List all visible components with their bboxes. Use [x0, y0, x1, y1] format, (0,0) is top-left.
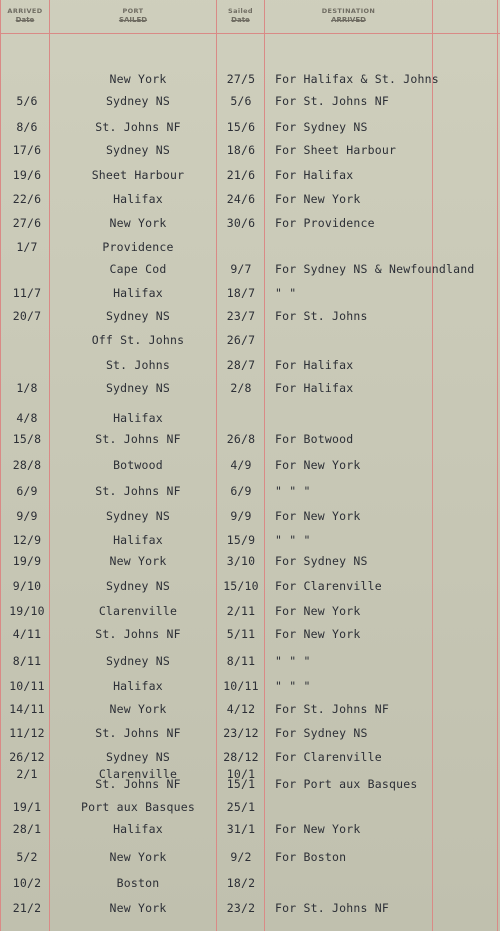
sailed-cell: 6/9 [230, 484, 252, 498]
destination-cell: For Clarenville [275, 750, 382, 764]
port-cell: Halifax [113, 286, 163, 300]
destination-cell: For Port aux Basques [275, 777, 418, 791]
port-cell: St. Johns NF [95, 120, 181, 134]
port-cell: Sydney NS [105, 750, 171, 764]
arrived-cell: 10/11 [9, 679, 45, 693]
destination-cell: " " " [275, 654, 311, 668]
destination-cell: " " " [275, 533, 311, 547]
sailed-cell: 9/2 [230, 850, 252, 864]
arrived-cell: 1/8 [16, 381, 38, 395]
port-cell: Halifax [113, 679, 163, 693]
port-cell: Boston [116, 876, 160, 890]
destination-cell: For Halifax [275, 358, 354, 372]
port-cell: St. Johns [105, 358, 171, 372]
port-cell: New York [109, 216, 167, 230]
port-cell: Off St. Johns [91, 333, 185, 347]
arrived-cell: 9/9 [16, 509, 38, 523]
sailed-cell: 2/11 [226, 604, 256, 618]
column-rule [216, 0, 217, 931]
arrived-cell: 27/6 [12, 216, 42, 230]
destination-cell: For St. Johns NF [275, 94, 389, 108]
arrived-cell: 6/9 [16, 484, 38, 498]
arrived-cell: 22/6 [12, 192, 42, 206]
sailed-cell: 4/9 [230, 458, 252, 472]
arrived-cell: 11/7 [12, 286, 42, 300]
sailed-cell: 2/8 [230, 381, 252, 395]
sailed-cell: 10/11 [223, 679, 259, 693]
port-cell: Port aux Basques [81, 800, 195, 814]
destination-cell: For St. Johns [275, 309, 368, 323]
destination-cell: " " " [275, 679, 311, 693]
port-cell: Sheet Harbour [91, 168, 185, 182]
sailed-cell: 21/6 [226, 168, 256, 182]
destination-cell: For Sydney NS [275, 120, 368, 134]
sailed-subheader: Date [231, 16, 250, 24]
port-cell: Sydney NS [105, 381, 171, 395]
column-rule [0, 0, 1, 931]
sailed-cell: 28/7 [226, 358, 256, 372]
port-cell: St. Johns NF [95, 726, 181, 740]
sailed-cell: 15/6 [226, 120, 256, 134]
arrived-cell: 8/6 [16, 120, 38, 134]
arrived-cell: 9/10 [12, 579, 42, 593]
sailed-cell: 10/1 [226, 767, 256, 781]
arrived-cell: 12/9 [12, 533, 42, 547]
destination-cell: For New York [275, 604, 361, 618]
destination-cell: For New York [275, 458, 361, 472]
arrived-cell: 4/8 [16, 411, 38, 425]
port-cell: New York [109, 901, 167, 915]
port-cell: Cape Cod [109, 262, 167, 276]
column-rule [497, 0, 498, 931]
destination-cell: For New York [275, 627, 361, 641]
destination-cell: For New York [275, 509, 361, 523]
header-rule [0, 33, 500, 34]
destination-cell: For Sheet Harbour [275, 143, 397, 157]
arrived-cell: 26/12 [9, 750, 45, 764]
destination-header: DESTINATION [321, 7, 376, 15]
sailed-cell: 9/9 [230, 509, 252, 523]
arrived-cell: 19/10 [9, 604, 45, 618]
arrived-cell: 28/1 [12, 822, 42, 836]
port-cell: Halifax [113, 411, 163, 425]
sailed-cell: 18/2 [226, 876, 256, 890]
port-cell: Providence [102, 240, 174, 254]
destination-cell: " " [275, 286, 297, 300]
sailed-cell: 9/7 [230, 262, 252, 276]
destination-cell: For St. Johns NF [275, 901, 389, 915]
destination-cell: For Sydney NS & Newfoundland [275, 262, 475, 276]
destination-cell: For Halifax [275, 168, 354, 182]
port-cell: Halifax [113, 822, 163, 836]
port-cell: Botwood [113, 458, 163, 472]
arrived-cell: 10/2 [12, 876, 42, 890]
port-cell: Halifax [113, 192, 163, 206]
arrived-cell: 21/2 [12, 901, 42, 915]
arrived-cell: 19/1 [12, 800, 42, 814]
destination-cell: For Halifax & St. Johns [275, 72, 439, 86]
port-cell: St. Johns NF [95, 432, 181, 446]
sailed-cell: 25/1 [226, 800, 256, 814]
port-subheader: SAILED [118, 16, 148, 24]
sailed-cell: 28/12 [223, 750, 259, 764]
port-cell: Sydney NS [105, 309, 171, 323]
port-cell: New York [109, 72, 167, 86]
column-rule [49, 0, 50, 931]
arrived-cell: 5/2 [16, 850, 38, 864]
destination-cell: For Clarenville [275, 579, 382, 593]
arrived-cell: 1/7 [16, 240, 38, 254]
port-cell: New York [109, 702, 167, 716]
destination-subheader: ARRIVED [331, 16, 366, 24]
port-cell: Sydney NS [105, 94, 171, 108]
arrived-cell: 8/11 [12, 654, 42, 668]
destination-cell: For New York [275, 822, 361, 836]
destination-cell: " " " [275, 484, 311, 498]
sailed-cell: 30/6 [226, 216, 256, 230]
port-cell: Halifax [113, 533, 163, 547]
column-rule [264, 0, 265, 931]
port-cell: St. Johns NF [95, 484, 181, 498]
sailed-cell: 3/10 [226, 554, 256, 568]
sailed-cell: 5/6 [230, 94, 252, 108]
arrived-header: ARRIVED [7, 7, 43, 15]
arrived-cell: 15/8 [12, 432, 42, 446]
sailed-cell: 24/6 [226, 192, 256, 206]
port-cell: Sydney NS [105, 579, 171, 593]
port-cell: Sydney NS [105, 654, 171, 668]
destination-cell: For Boston [275, 850, 347, 864]
port-cell: New York [109, 554, 167, 568]
arrived-cell: 19/9 [12, 554, 42, 568]
arrived-cell: 11/12 [9, 726, 45, 740]
destination-cell: For Halifax [275, 381, 354, 395]
table-header [0, 0, 500, 34]
destination-cell: For Sydney NS [275, 554, 368, 568]
arrived-cell: 20/7 [12, 309, 42, 323]
sailed-cell: 15/10 [223, 579, 259, 593]
sailed-cell: 18/7 [226, 286, 256, 300]
port-cell: Sydney NS [105, 143, 171, 157]
sailed-cell: 27/5 [226, 72, 256, 86]
destination-cell: For New York [275, 192, 361, 206]
port-header: PORT [122, 7, 144, 15]
port-cell: St. Johns NF [95, 777, 181, 791]
port-cell: Clarenville [98, 604, 178, 618]
sailed-cell: 23/7 [226, 309, 256, 323]
sailed-cell: 15/9 [226, 533, 256, 547]
arrived-cell: 5/6 [16, 94, 38, 108]
arrived-cell: 4/11 [12, 627, 42, 641]
sailed-cell: 5/11 [226, 627, 256, 641]
destination-cell: For Botwood [275, 432, 354, 446]
arrived-cell: 2/1 [16, 767, 38, 781]
sailed-cell: 26/7 [226, 333, 256, 347]
destination-cell: For Providence [275, 216, 375, 230]
sailed-cell: 15/1 [226, 777, 256, 791]
sailed-cell: 4/12 [226, 702, 256, 716]
destination-cell: For Sydney NS [275, 726, 368, 740]
port-cell: Clarenville [98, 767, 178, 781]
arrived-subheader: Date [15, 16, 35, 24]
port-cell: New York [109, 850, 167, 864]
arrived-cell: 28/8 [12, 458, 42, 472]
sailed-cell: 8/11 [226, 654, 256, 668]
arrived-cell: 19/6 [12, 168, 42, 182]
sailed-cell: 31/1 [226, 822, 256, 836]
sailed-cell: 23/12 [223, 726, 259, 740]
port-cell: St. Johns NF [95, 627, 181, 641]
sailed-cell: 18/6 [226, 143, 256, 157]
port-cell: Sydney NS [105, 509, 171, 523]
arrived-cell: 17/6 [12, 143, 42, 157]
destination-cell: For St. Johns NF [275, 702, 389, 716]
arrived-cell: 14/11 [9, 702, 45, 716]
sailed-header: Sailed [228, 7, 253, 15]
sailed-cell: 26/8 [226, 432, 256, 446]
sailed-cell: 23/2 [226, 901, 256, 915]
